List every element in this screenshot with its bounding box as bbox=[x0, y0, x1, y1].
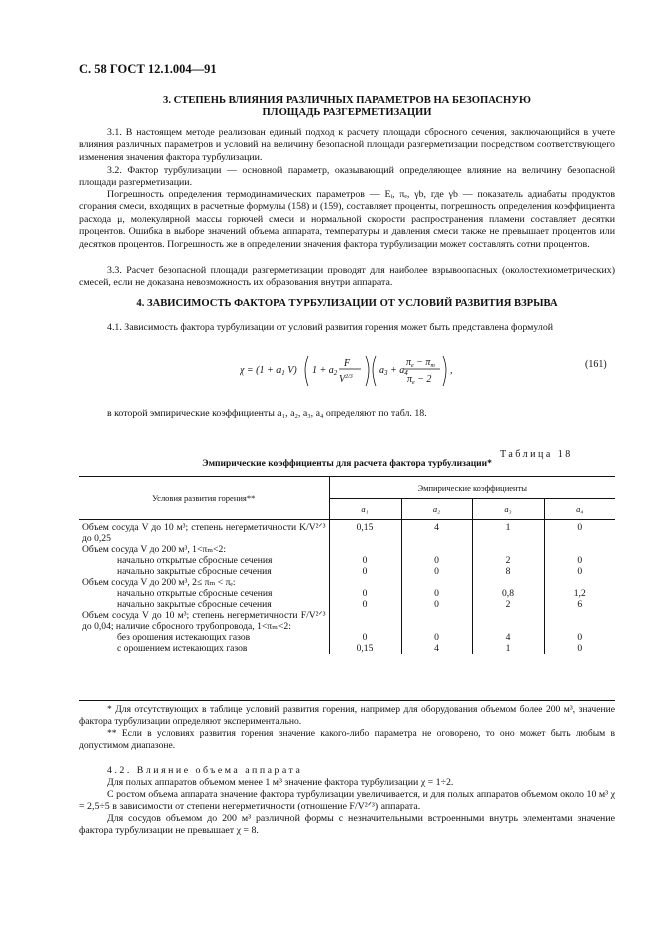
table-bottom-rule bbox=[79, 700, 615, 701]
paragraph-4-2-1: Для полых аппаратов объемом менее 1 м³ значение фактора турбулизации χ = 1÷2. bbox=[107, 777, 454, 788]
coefficient-a1: 0 bbox=[329, 566, 401, 577]
section3-title bbox=[79, 95, 615, 119]
coefficient-a1 bbox=[329, 577, 401, 588]
coefficient-a1: 0,15 bbox=[329, 643, 401, 654]
coefficient-a4: 0 bbox=[544, 555, 615, 566]
table-row bbox=[79, 588, 615, 599]
coefficient-a2 bbox=[401, 610, 472, 632]
coefficient-a3 bbox=[472, 610, 544, 632]
coefficient-a1: 0 bbox=[329, 588, 401, 599]
header-a4: a₄ bbox=[544, 499, 615, 520]
row-condition: начально открытые сбросные сечения bbox=[117, 588, 273, 599]
coefficient-a4 bbox=[544, 577, 615, 588]
page-header: С. 58 ГОСТ 12.1.004—91 bbox=[79, 62, 217, 76]
coefficient-a2 bbox=[401, 577, 472, 588]
formula-161 bbox=[240, 352, 480, 392]
coefficient-a1: 0 bbox=[329, 632, 401, 643]
table-row bbox=[79, 566, 615, 577]
coefficient-a2: 0 bbox=[401, 555, 472, 566]
table-row bbox=[79, 643, 615, 654]
coefficient-a2: 0 bbox=[401, 599, 472, 610]
coefficient-a3: 0,8 bbox=[472, 588, 544, 599]
coefficient-a1: 0 bbox=[329, 555, 401, 566]
coefficient-a4: 0 bbox=[544, 643, 615, 654]
coefficient-a2 bbox=[401, 544, 472, 555]
section3-title-line2: ПЛОЩАДЬ РАЗГЕРМЕТИЗАЦИИ bbox=[262, 107, 432, 118]
table-title: Эмпирические коэффициенты для расчета фактора турбулизации* bbox=[202, 459, 492, 469]
section3-title-line1: 3. СТЕПЕНЬ ВЛИЯНИЯ РАЗЛИЧНЫХ ПАРАМЕТРОВ НА БЕЗОПАСНУЮ bbox=[163, 95, 531, 106]
svg-text:1 + a2: $1 + a_2$ bbox=[312, 365, 338, 377]
footnote-2: ** Если в условиях развития горения значение какого-либо параметра не оговорено, то оно может быть любым в допустимом диапазоне. bbox=[79, 728, 615, 751]
svg-text:V2/3: $V^{2/3}$ bbox=[339, 374, 353, 385]
svg-text:,: , bbox=[450, 365, 453, 376]
coefficient-a4 bbox=[544, 544, 615, 555]
row-condition: без орошения истекающих газов bbox=[117, 632, 251, 643]
table-row bbox=[79, 632, 615, 643]
coefficient-a3 bbox=[472, 577, 544, 588]
table-row bbox=[79, 599, 615, 610]
coefficient-a3: 2 bbox=[472, 599, 544, 610]
coefficient-a3: 2 bbox=[472, 555, 544, 566]
row-condition: Объем сосуда V до 10 м³; степень негерметичности K/V²ᐟ³ до 0,25 bbox=[82, 522, 326, 544]
svg-text:χ = (1 + a1 V): $\chi = (1 + a_1$ V) bbox=[240, 365, 297, 377]
section-4-2-title: 4.2. Влияние объема аппарата bbox=[107, 765, 303, 776]
coefficient-a2: 0 bbox=[401, 588, 472, 599]
svg-text:F: F bbox=[344, 358, 351, 369]
row-condition: Объем сосуда V до 200 м³, 1<πₘ<2: bbox=[82, 544, 226, 555]
coefficient-a3: 8 bbox=[472, 566, 544, 577]
coefficient-a4: 0 bbox=[544, 520, 615, 545]
header-a3: a₃ bbox=[472, 499, 544, 520]
header-a2: a₂ bbox=[401, 499, 472, 520]
coefficient-a4: 0 bbox=[544, 566, 615, 577]
paragraph-3-2-error: Погрешность определения термодинамических параметров — Eᵢ, πₑ, γb, где γb — показатель адиабаты продуктов сгорания смеси, входящих в расчетные формулы (158) и (159), составляет проценты, погрешность определения коэффициента расхода μ, молекулярной массы горючей смеси и нормальной скорости распространения пламени составляет десятки процентов. Ошибка в выборе значений объема аппарата, температуры и давления смеси также не превышает процентов или десятков процентов. Погрешность же в определении значения фактора турбулизации может составлять сотни процентов. bbox=[79, 189, 615, 250]
coefficient-a4: 0 bbox=[544, 632, 615, 643]
coefficient-a2: 0 bbox=[401, 566, 472, 577]
row-condition: начально закрытые сбросные сечения bbox=[117, 566, 272, 577]
header-a1: a₁ bbox=[329, 499, 401, 520]
footnote-1: * Для отсутствующих в таблице условий развития горения, например для оборудования объемом более 200 м³, значение фактора турбулизации определяют экспериментально. bbox=[79, 704, 615, 727]
row-condition: с орошением истекающих газов bbox=[117, 643, 248, 654]
coefficient-a4 bbox=[544, 610, 615, 632]
paragraph-4-2-2: С ростом объема аппарата значение фактора турбулизации увеличивается, и для полых аппаратов объемом около 10 м³ χ = 2,5÷5 в зависимости от степени негерметичности (отношение F/V²ᐟ³) аппарата. bbox=[79, 789, 615, 813]
coefficient-a1: 0 bbox=[329, 599, 401, 610]
coefficient-a2: 4 bbox=[401, 643, 472, 654]
paragraph-3-2: 3.2. Фактор турбулизации — основной параметр, оказывающий определяющее влияние на величину безопасной площади разгерметизации. bbox=[79, 165, 615, 189]
header-coefficients: Эмпирические коэффициенты bbox=[329, 477, 615, 499]
paragraph-4-2-3: Для сосудов объемом до 200 м³ различной формы с незначительными встроенными внутрь элементами значение фактора турбулизации не превышает χ = 8. bbox=[79, 813, 615, 837]
svg-text:a3 + a4: $a_3 + a_4$ bbox=[379, 365, 408, 377]
row-condition: начально открытые сбросные сечения bbox=[117, 555, 273, 566]
paragraph-4-1: 4.1. Зависимость фактора турбулизации от условий развития горения может быть представлена формулой bbox=[107, 322, 554, 333]
table-body bbox=[79, 520, 615, 655]
coefficient-a3 bbox=[472, 544, 544, 555]
row-condition: Объем сосуда V до 10 м³; степень негерметичности F/V²ᐟ³ до 0,04; наличие сбросного трубопровода, 1<πₘ<2: bbox=[82, 610, 326, 632]
coefficient-a1 bbox=[329, 544, 401, 555]
paragraph-3-1: 3.1. В настоящем методе реализован единый подход к расчету площади сбросного сечения, заключающийся в учете влияния различных параметров и условий на величину безопасной площади разгерметизации посредством соответствующего изменения значения фактора турбулизации. bbox=[79, 127, 615, 163]
coefficient-a2: 4 bbox=[401, 520, 472, 545]
row-condition: начально закрытые сбросные сечения bbox=[117, 599, 272, 610]
svg-text:πe − πm: $\pi_e - \pi_m$ bbox=[406, 357, 435, 369]
coefficient-a3: 1 bbox=[472, 643, 544, 654]
table-row bbox=[79, 520, 615, 545]
svg-text:πe − 2: $\pi_e - 2$ bbox=[407, 374, 432, 386]
paragraph-4-1-note: в которой эмпирические коэффициенты a₁, a₂, a₃, a₄ определяют по табл. 18. bbox=[107, 408, 427, 419]
coefficient-a3: 4 bbox=[472, 632, 544, 643]
coefficient-a3: 1 bbox=[472, 520, 544, 545]
header-conditions: Условия развития горения** bbox=[152, 493, 256, 503]
table-row bbox=[79, 555, 615, 566]
paragraph-3-3: 3.3. Расчет безопасной площади разгерметизации проводят для наиболее взрывоопасных (околостехиометрических) смесей, если не доказана невозможность их образования внутри аппарата. bbox=[79, 265, 615, 289]
section4-title: 4. ЗАВИСИМОСТЬ ФАКТОРА ТУРБУЛИЗАЦИИ ОТ УСЛОВИЙ РАЗВИТИЯ ВЗРЫВА bbox=[136, 298, 558, 309]
coefficient-a4: 6 bbox=[544, 599, 615, 610]
table-row bbox=[79, 610, 615, 632]
table-row bbox=[79, 577, 615, 588]
coefficient-a1 bbox=[329, 610, 401, 632]
coefficient-a2: 0 bbox=[401, 632, 472, 643]
formula-number: (161) bbox=[585, 359, 607, 370]
coefficient-a1: 0,15 bbox=[329, 520, 401, 545]
coefficients-table bbox=[79, 476, 615, 654]
row-condition: Объем сосуда V до 200 м³, 2≤ πₘ < πₑ: bbox=[82, 577, 236, 588]
table-row bbox=[79, 544, 615, 555]
table-caption: Таблица 18 bbox=[500, 449, 573, 460]
coefficient-a4: 1,2 bbox=[544, 588, 615, 599]
